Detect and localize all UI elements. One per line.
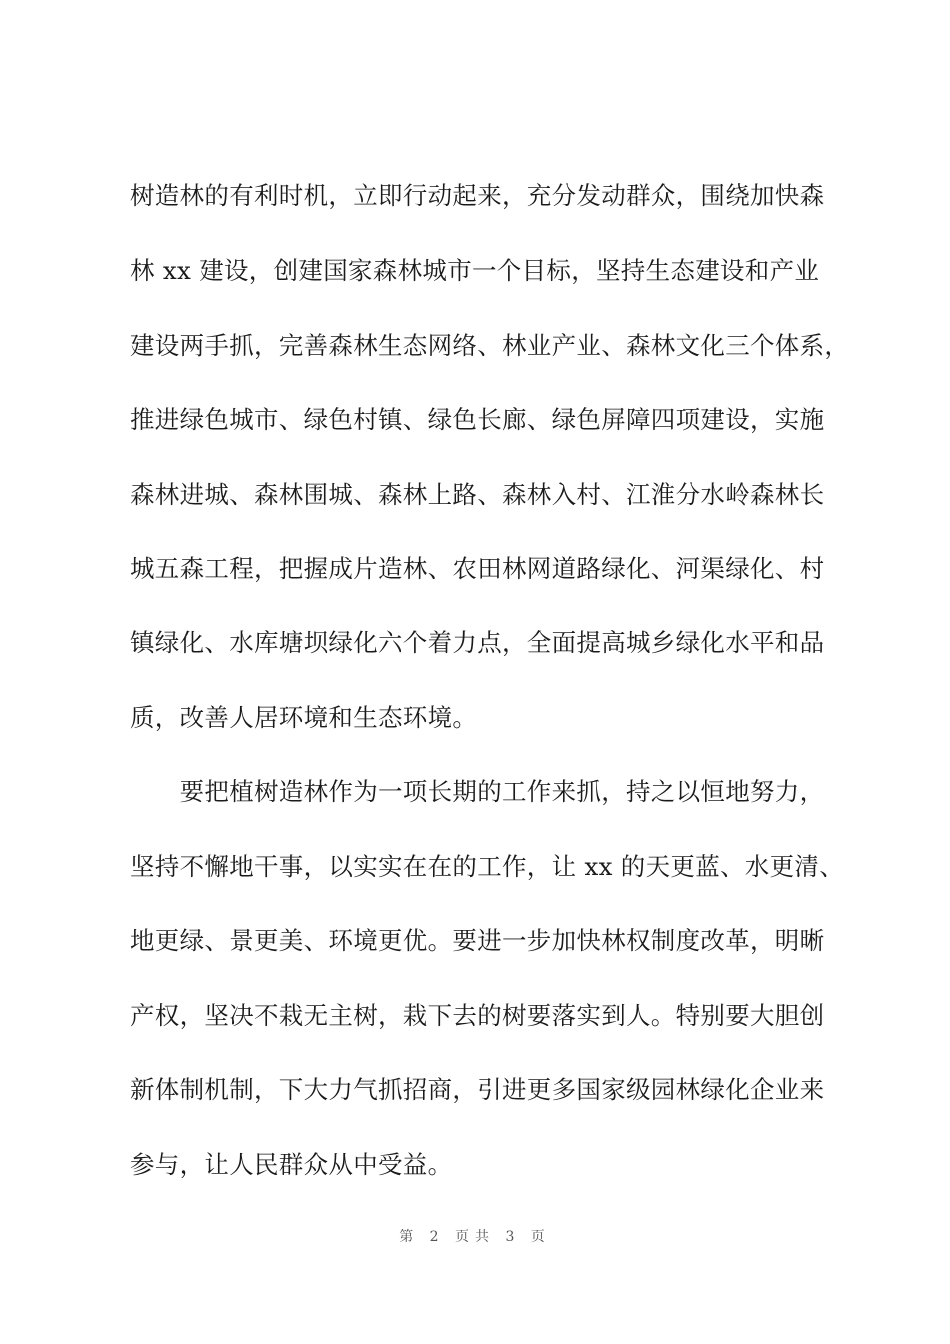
text-line: 林 xx 建设，创建国家森林城市一个目标，坚持生态建设和产业 <box>130 256 820 285</box>
text-line: 森林进城、森林围城、森林上路、森林入村、江淮分水岭森林长 <box>130 480 825 509</box>
text-line: 建设两手抓，完善森林生态网络、林业产业、森林文化三个体系， <box>130 331 850 360</box>
text-line: 产权，坚决不栽无主树，栽下去的树要落实到人。特别要大胆创 <box>130 1001 825 1030</box>
text-line: 质，改善人居环境和生态环境。 <box>130 703 478 732</box>
text-line: 地更绿、景更美、环境更优。要进一步加快林权制度改革，明晰 <box>130 926 825 955</box>
text-line: 推进绿色城市、绿色村镇、绿色长廊、绿色屏障四项建设，实施 <box>130 405 825 434</box>
page-number-footer: 第 2 页共 3 页 <box>399 1229 551 1245</box>
text-line: 参与，让人民群众从中受益。 <box>130 1150 453 1179</box>
text-line: 城五森工程，把握成片造林、农田林网道路绿化、河渠绿化、村 <box>130 554 825 583</box>
text-line: 镇绿化、水库塘坝绿化六个着力点，全面提高城乡绿化水平和品 <box>130 628 825 657</box>
text-line: 坚持不懈地干事，以实实在在的工作，让 xx 的天更蓝、水更清、 <box>130 852 845 881</box>
text-line: 新体制机制，下大力气抓招商，引进更多国家级园林绿化企业来 <box>130 1075 825 1104</box>
text-line: 树造林的有利时机，立即行动起来，充分发动群众，围绕加快森 <box>130 181 825 210</box>
text-line: 要把植树造林作为一项长期的工作来抓，持之以恒地努力， <box>130 777 825 806</box>
